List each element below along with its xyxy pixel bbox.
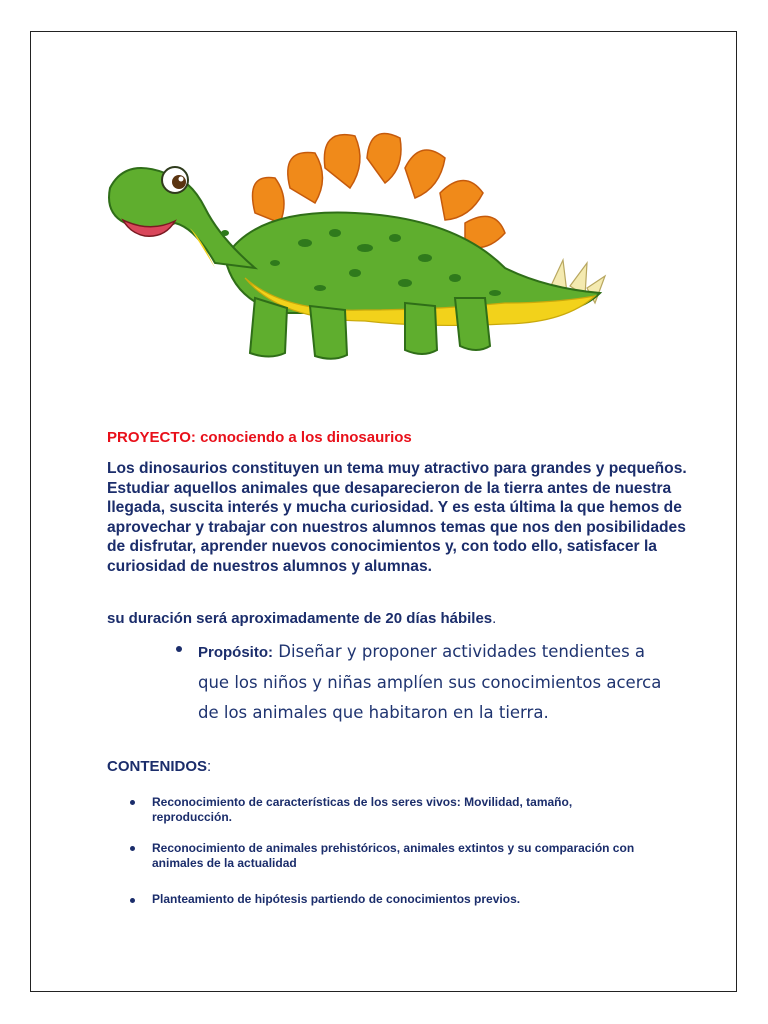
duration-sentence: su duración será aproximadamente de 20 días hábiles [107, 610, 493, 627]
list-item: Reconocimiento de animales prehistóricos, animales extintos y su comparación con animales de la actualidad [152, 841, 635, 870]
purpose-label: Propósito: [198, 644, 273, 661]
duration-text [107, 610, 496, 627]
stegosaurus-icon [105, 128, 610, 363]
purpose-text: Diseñar y proponer actividades tendientes a que los niños y niñas amplíen sus conocimientos acerca de los animales que habitaron en la tierra. [198, 642, 662, 722]
bullet-icon [130, 898, 135, 903]
bullet-icon [130, 800, 135, 805]
contents-heading-colon: : [207, 758, 212, 775]
intro-paragraph: Los dinosaurios constituyen un tema muy atractivo para grandes y pequeños. Estudiar aquellos animales que desaparecieron de la tierra antes de nuestra llegada, suscita interés y mucha curiosidad. Y es esta última la que hemos de aprovechar y trabajar con nuestros alumnos temas que nos den posibilidades de disfrutar, aprender nuevos conocimientos y, con todo ello, satisfacer la curiosidad de nuestros alumnos y alumnas. [107, 460, 687, 575]
bullet-icon [176, 646, 182, 652]
contents-heading-label: CONTENIDOS [107, 758, 208, 775]
duration-period: . [492, 610, 497, 627]
bullet-icon [130, 846, 135, 851]
contents-heading [107, 758, 211, 775]
list-item: Reconocimiento de características de los seres vivos: Movilidad, tamaño, reproducción. [152, 795, 573, 824]
project-title: PROYECTO: conociendo a los dinosaurios [107, 429, 412, 446]
purpose-paragraph [198, 637, 668, 728]
list-item: Planteamiento de hipótesis partiendo de conocimientos previos. [152, 892, 521, 906]
